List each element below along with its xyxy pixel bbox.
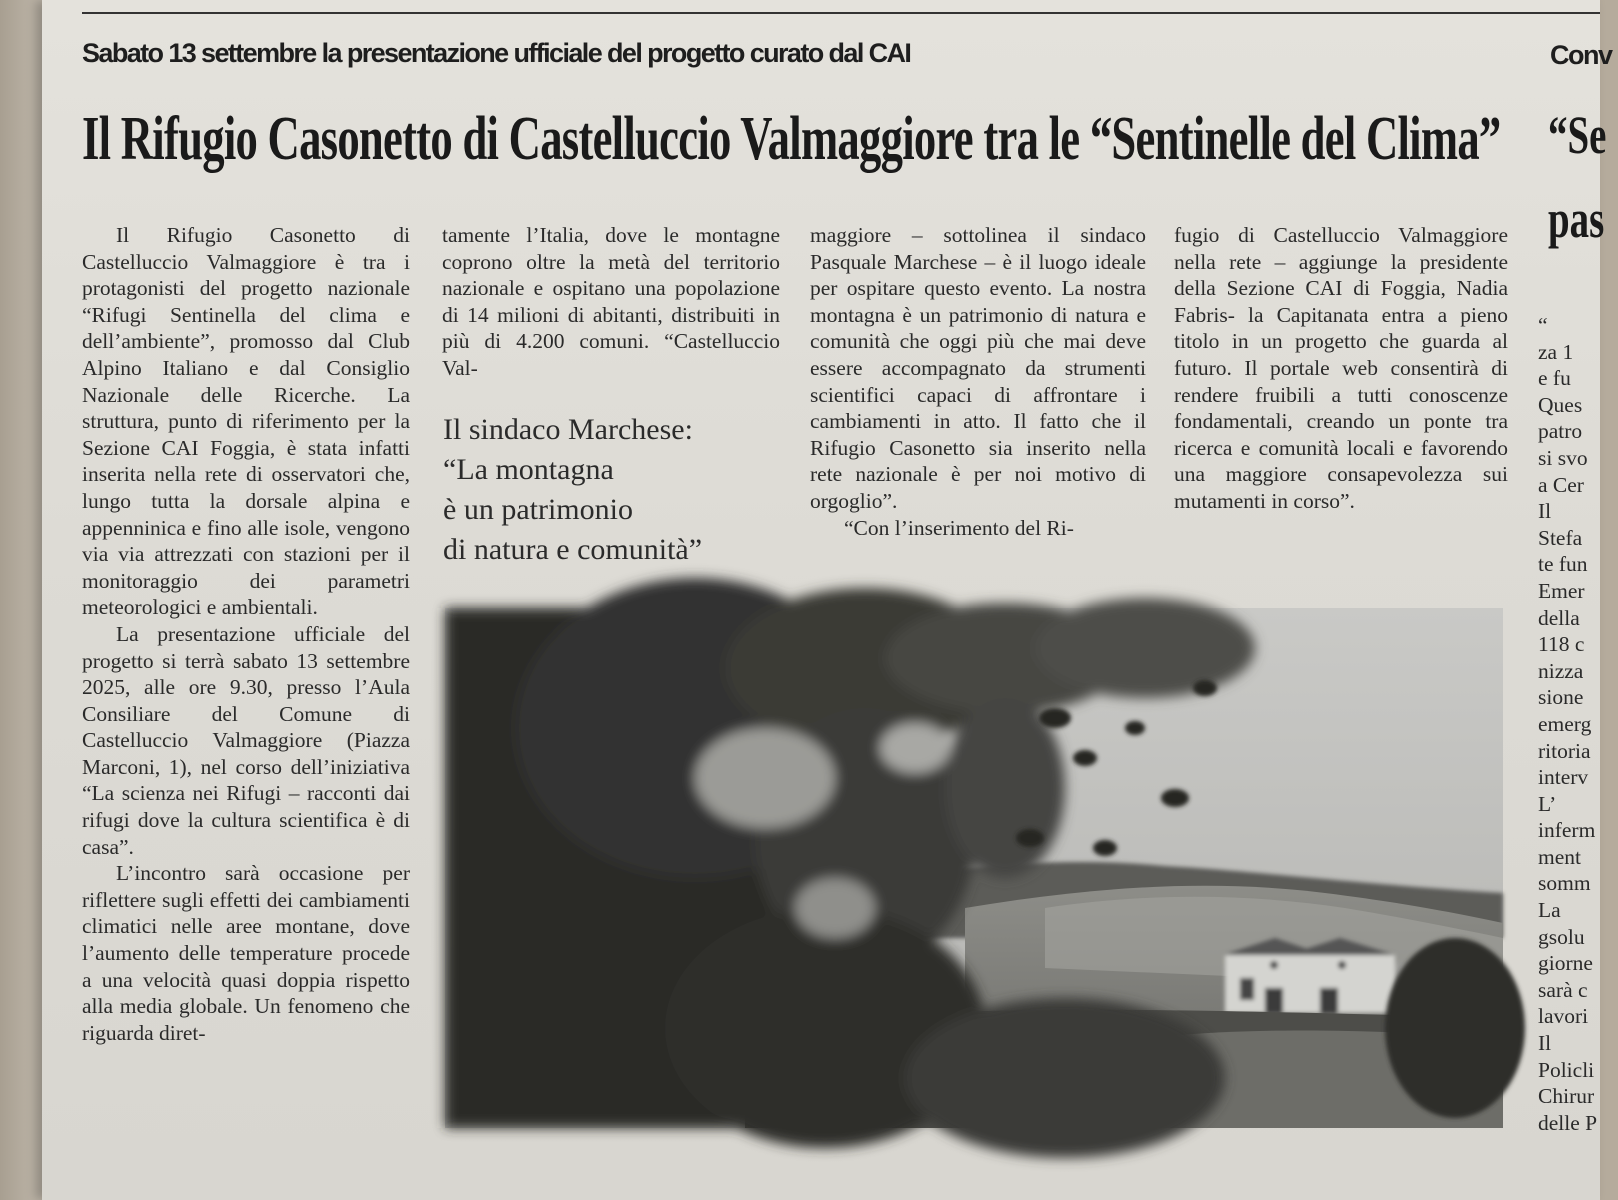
article-headline: Il Rifugio Casonetto di Castelluccio Valmaggiore tra le “Sentinelle del Clima” (82, 105, 1501, 173)
article-kicker: Sabato 13 settembre la presentazione ufficiale del progetto curato dal CAI (82, 38, 911, 68)
text-line: Il (1538, 499, 1552, 524)
paragraph: Il Rifugio Casonetto di Castelluccio Valmaggiore è tra i protagonisti del progetto nazionale “Rifugi Sentinella del clima e dell’ambiente”, promosso dal Club Alpino Italiano e dal Consiglio Nazionale delle Ricerche. La struttura, punto di riferimento per la Sezione CAI Foggia, è stata infatti inserita nella rete di osservatori che, lungo tutta la dorsale alpina e appenninica e fino alle isole, vengono via via attrezzati con stazioni per il monitoraggio dei parametri meteorologici e ambientali. (82, 223, 410, 620)
pull-quote-line: è un patrimonio (443, 493, 633, 526)
article-photo (445, 608, 1503, 1128)
text-line: 118 c (1538, 632, 1585, 657)
text-line: za 1 (1538, 339, 1574, 364)
paragraph: tamente l’Italia, dove le montagne coprono oltre la metà del territorio nazionale e ospitano una popolazione di 14 milioni di abitanti, distribuiti in più di 4.200 comuni. “Castelluccio Val- (442, 223, 780, 380)
text-line: te fun (1538, 552, 1588, 577)
article-column-2 (442, 222, 780, 382)
text-line: “ (1538, 313, 1548, 337)
text-line: della (1538, 605, 1580, 630)
text-line: Ques (1538, 392, 1583, 417)
text-line: sione (1538, 685, 1584, 710)
text-line: giorne (1538, 951, 1593, 976)
paragraph: fugio di Castelluccio Valmaggiore nella rete – aggiunge la presidente della Sezione CAI di Foggia, Nadia Fabris- la Capitanata entra a pieno titolo in un progetto che guarda al futuro. Il portale web consentirà di rendere fruibili a tutti conoscenze fondamentali, creando un ponte tra ricerca e comunità locali e favorendo una maggiore consapevolezza sui mutamenti in corso”. (1174, 223, 1508, 513)
text-line: a Cer (1538, 472, 1584, 497)
text-line: si svo (1538, 445, 1588, 470)
paragraph: La presentazione ufficiale del progetto si terrà sabato 13 settembre 2025, alle ore 9.30, presso l’Aula Consiliare del Comune di Castelluccio Valmaggiore (Piazza Marconi, 1), nel corso dell’iniziativa “La scienza nei Rifugi – racconti dai rifugi dove la cultura scientifica è di casa”. (82, 621, 410, 859)
text-line: La (1538, 898, 1561, 923)
text-line: Stefa (1538, 525, 1583, 550)
text-line: Emer (1538, 578, 1585, 603)
article-column-1 (82, 222, 410, 1046)
text-line: inferm (1538, 818, 1596, 843)
text-line: patro (1538, 419, 1583, 444)
pull-quote-line: “La montagna (443, 453, 614, 486)
article-column-4 (1174, 222, 1508, 515)
text-line: e fu (1538, 366, 1571, 391)
page-gutter (0, 0, 42, 1200)
text-line: emerg (1538, 711, 1592, 736)
pull-quote-line: Il sindaco Marchese: (443, 413, 693, 446)
text-line: interv (1538, 765, 1589, 790)
next-article-column (1538, 312, 1618, 1136)
next-article-headline-line: “Se (1548, 105, 1607, 165)
pull-quote-line: di natura e comunità” (443, 533, 703, 566)
next-article-headline-line: pas (1548, 189, 1605, 249)
text-line: nizza (1538, 658, 1584, 683)
top-rule (82, 12, 1600, 14)
article-column-3 (810, 222, 1146, 541)
text-line: Il (1538, 1031, 1552, 1056)
text-line: Policli (1538, 1057, 1595, 1082)
paragraph: L’incontro sarà occasione per riflettere sugli effetti dei cambiamenti climatici nelle aree montane, dove l’aumento delle temperature procede a una velocità quasi doppia rispetto alla media globale. Un fenomeno che riguarda diret- (82, 861, 410, 1045)
pull-quote (443, 410, 773, 570)
text-line: Chirur (1538, 1084, 1595, 1109)
text-line: gsolu (1538, 924, 1585, 949)
next-article-kicker: Conv (1550, 40, 1612, 70)
paragraph: maggiore – sottolinea il sindaco Pasquale Marchese – è il luogo ideale per ospitare questo evento. La nostra montagna è un patrimonio di natura e comunità che oggi più che mai deve essere accompagnato da strumenti scientifici capaci di affrontare i cambiamenti in atto. Il fatto che il Rifugio Casonetto sia inserito nella rete nazionale è per noi motivo di orgoglio”. (810, 223, 1146, 513)
text-line: ritoria (1538, 738, 1591, 763)
text-line: L’ (1538, 791, 1557, 816)
text-line: ment (1538, 844, 1581, 869)
text-line: delle P (1538, 1110, 1598, 1135)
paragraph: “Con l’inserimento del Ri- (844, 515, 1074, 540)
text-line: somm (1538, 871, 1591, 896)
text-line: lavori (1538, 1004, 1589, 1029)
text-line: sarà c (1538, 977, 1588, 1002)
